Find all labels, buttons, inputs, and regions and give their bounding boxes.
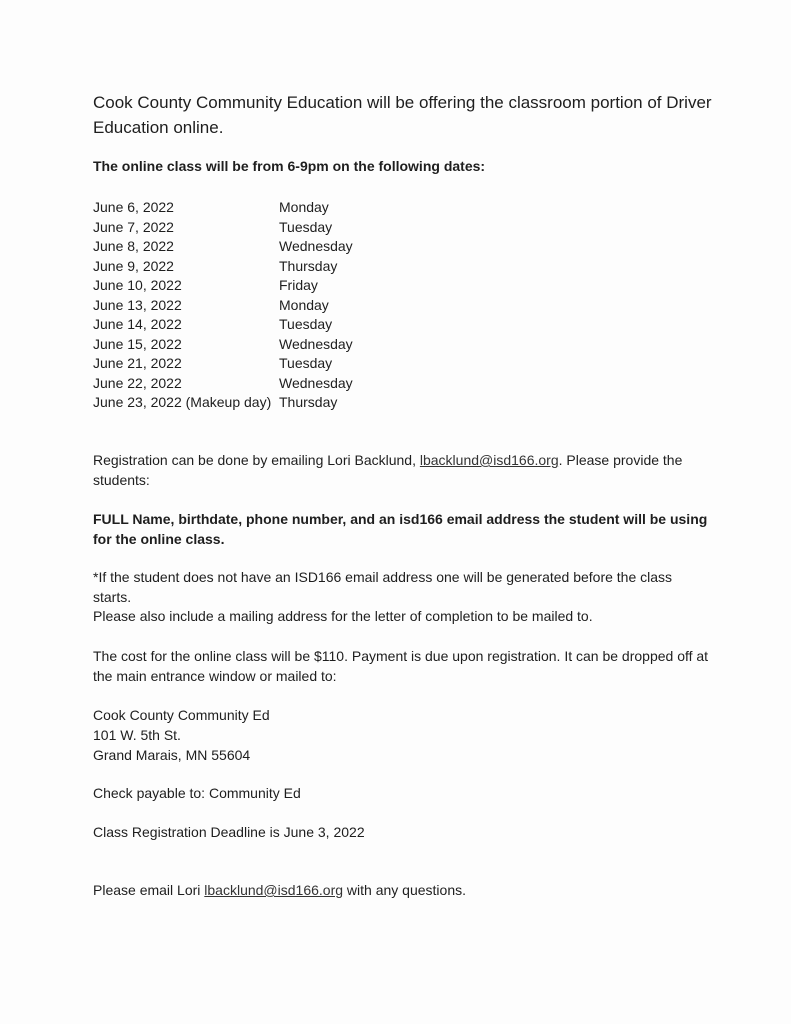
contact-text-before: Please email Lori — [93, 882, 205, 898]
class-dates-list — [93, 198, 353, 413]
deadline-text: Class Registration Deadline is June 3, 2022 — [93, 824, 365, 840]
day-value: Thursday — [279, 257, 338, 274]
date-value: June 8, 2022 — [93, 238, 174, 254]
date-value: June 9, 2022 — [93, 257, 174, 274]
day-value: Tuesday — [279, 316, 333, 332]
dates-heading: The online class will be from 6-9pm on the following dates: — [93, 158, 486, 174]
date-value: June 10, 2022 — [93, 277, 182, 293]
required-info-text: FULL Name, birthdate, phone number, and an isd166 email address the student will be using for the online class. — [93, 511, 708, 547]
date-row — [93, 393, 353, 413]
date-value: June 14, 2022 — [93, 316, 182, 332]
date-row — [93, 257, 353, 277]
email-note-text: *If the student does not have an ISD166 email address one will be generated before the class starts. — [93, 569, 673, 605]
mailing-address — [93, 705, 713, 765]
date-row — [93, 374, 353, 394]
day-value: Tuesday — [279, 218, 333, 235]
registration-text-after: . Please provide the students: — [93, 452, 683, 488]
date-value: June 7, 2022 — [93, 218, 174, 235]
date-row — [93, 354, 353, 374]
date-value: June 22, 2022 — [93, 374, 182, 391]
cost-text: The cost for the online class will be $110. Payment is due upon registration. It can be dropped off at the main entrance window or mailed to: — [93, 648, 709, 684]
check-payable-text: Check payable to: Community Ed — [93, 785, 301, 801]
date-row — [93, 315, 353, 335]
day-value: Wednesday — [279, 374, 353, 391]
date-row — [93, 218, 353, 238]
intro-text: Cook County Community Education will be offering the classroom portion of Driver Education online. — [93, 93, 712, 137]
day-value: Wednesday — [279, 335, 353, 352]
day-value: Monday — [279, 199, 329, 215]
date-row — [93, 276, 353, 296]
date-value: June 13, 2022 — [93, 296, 182, 313]
address-line: Grand Marais, MN 55604 — [93, 747, 251, 763]
address-line: 101 W. 5th St. — [93, 727, 181, 743]
contact-email-link[interactable]: lbacklund@isd166.org — [204, 882, 344, 898]
date-row — [93, 198, 353, 218]
day-value: Friday — [279, 277, 318, 293]
registration-email-link[interactable]: lbacklund@isd166.org — [419, 452, 559, 468]
date-value: June 6, 2022 — [93, 199, 174, 215]
address-line: Cook County Community Ed — [93, 707, 270, 723]
registration-text-before: Registration can be done by emailing Lori Backlund, — [93, 452, 420, 468]
date-row — [93, 296, 353, 316]
day-value: Tuesday — [279, 355, 333, 371]
day-value: Monday — [279, 296, 329, 313]
date-row — [93, 335, 353, 355]
registration-text — [93, 450, 713, 490]
date-value: June 23, 2022 (Makeup day) — [93, 394, 272, 410]
date-row — [93, 237, 353, 257]
date-value: June 15, 2022 — [93, 335, 182, 352]
contact-text — [93, 880, 713, 900]
mailing-note-text: Please also include a mailing address for the letter of completion to be mailed to. — [93, 608, 593, 624]
day-value: Wednesday — [279, 238, 353, 254]
day-value: Thursday — [279, 394, 338, 410]
contact-text-after: with any questions. — [343, 882, 466, 898]
date-value: June 21, 2022 — [93, 355, 182, 371]
